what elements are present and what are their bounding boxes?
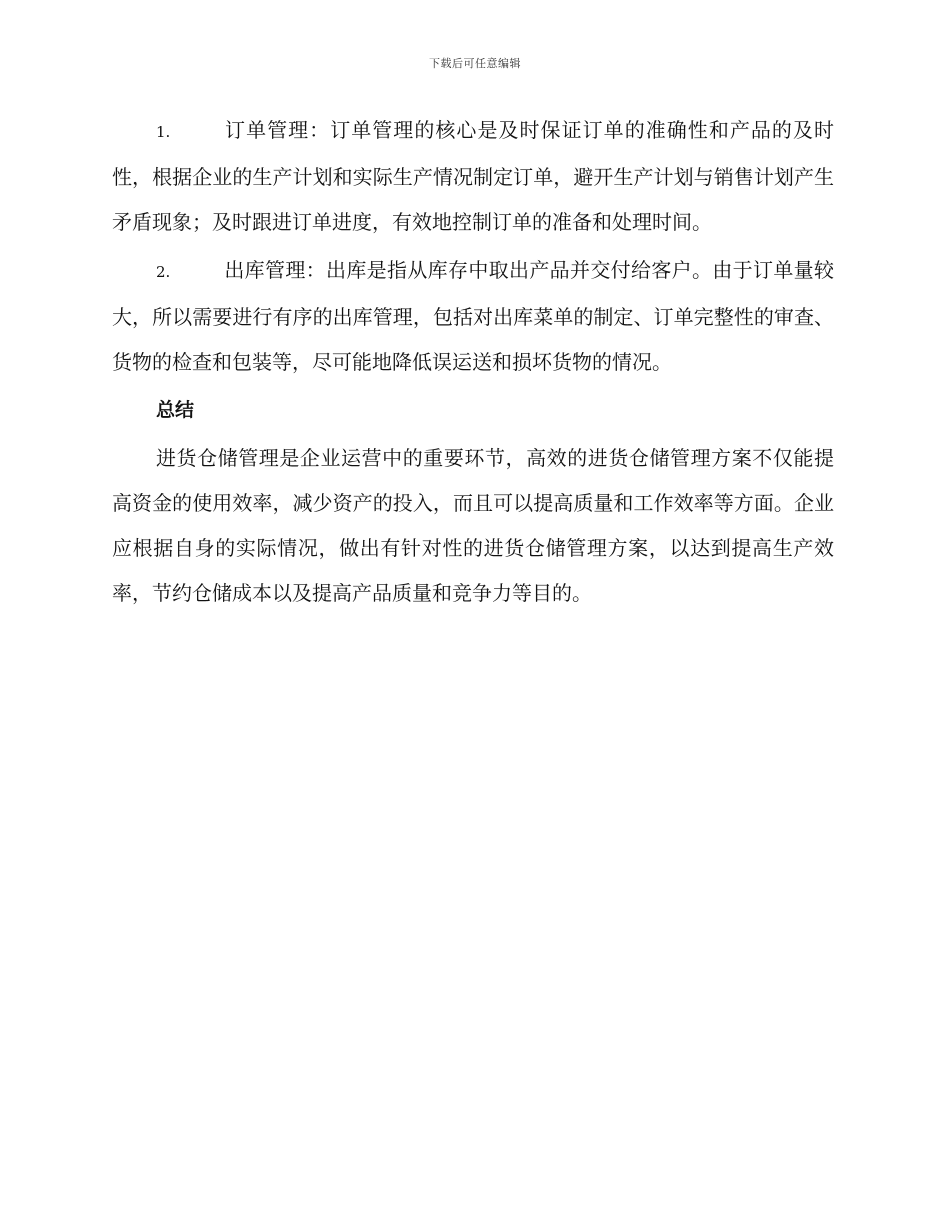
list-number: 1. bbox=[156, 123, 171, 141]
summary-heading: 总结 bbox=[156, 399, 195, 421]
list-item-text: 出库管理：出库是指从库存中取出产品并交付给客户。由于订单量较大，所以需要进行有序的出库管理，包括对出库菜单的制定、订单完整性的审查、货物的检查和包装等，尽可能地降低误运送和损坏货物的情况。 bbox=[112, 258, 834, 374]
document-body bbox=[112, 108, 834, 619]
list-item-outbound-management bbox=[112, 248, 834, 385]
summary-paragraph: 进货仓储管理是企业运营中的重要环节，高效的进货仓储管理方案不仅能提高资金的使用效率，减少资产的投入，而且可以提高质量和工作效率等方面。企业应根据自身的实际情况，做出有针对性的进货仓储管理方案，以达到提高生产效率，节约仓储成本以及提高产品质量和竞争力等目的。 bbox=[112, 446, 834, 605]
list-number: 2. bbox=[156, 263, 171, 281]
list-item-order-management bbox=[112, 108, 834, 245]
list-item-text: 订单管理：订单管理的核心是及时保证订单的准确性和产品的及时性，根据企业的生产计划和实际生产情况制定订单，避开生产计划与销售计划产生矛盾现象；及时跟进订单进度，有效地控制订单的准备和处理时间。 bbox=[112, 118, 834, 234]
header-note: 下载后可任意编辑 bbox=[429, 57, 521, 70]
